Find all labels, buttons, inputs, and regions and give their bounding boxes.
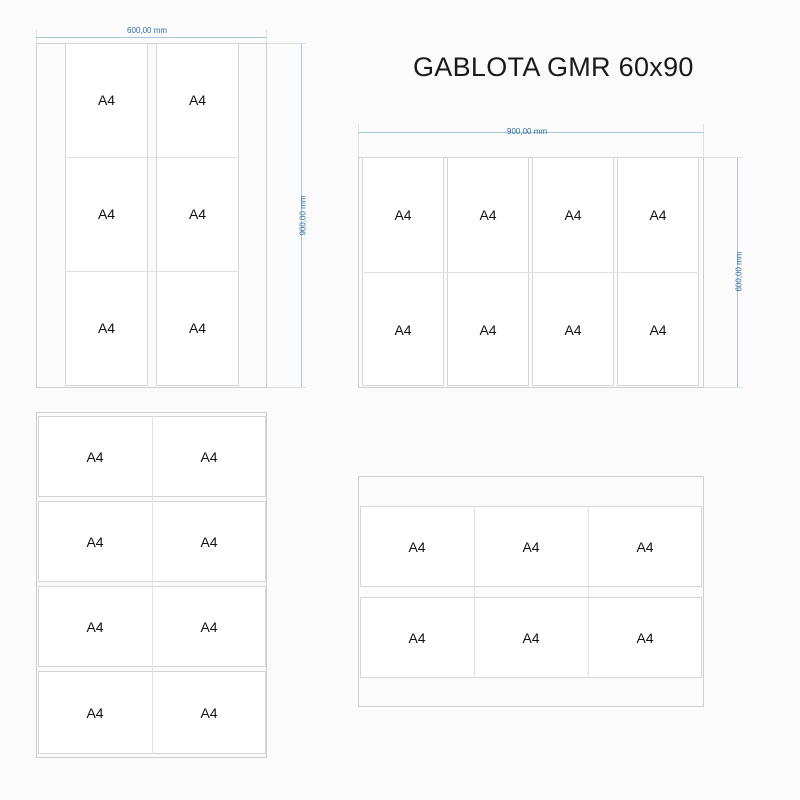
- a4-sheet-label: A4: [188, 320, 207, 336]
- a4-sheet-label: A4: [97, 320, 116, 336]
- a4-sheet-label: A4: [200, 448, 218, 465]
- dimension-tick: [703, 157, 743, 158]
- dimension-tick: [266, 43, 306, 44]
- dimension-height-label: 600,00 mm: [734, 251, 744, 292]
- dimension-width-label: 600,00 mm: [127, 26, 168, 35]
- a4-sheet-label: A4: [564, 321, 582, 338]
- a4-sheet-label: A4: [408, 629, 426, 646]
- a4-sheet-label: A4: [649, 321, 667, 338]
- a4-sheet-label: A4: [649, 206, 667, 223]
- a4-sheet-label: A4: [522, 629, 540, 646]
- a4-sheet-label: A4: [479, 321, 497, 338]
- a4-sheet-label: A4: [200, 533, 218, 550]
- dimension-tick: [703, 124, 704, 157]
- a4-sheet-label: A4: [97, 206, 116, 222]
- dimension-tick: [266, 387, 306, 388]
- a4-sheet-label: A4: [86, 704, 104, 721]
- a4-sheet-label: A4: [479, 206, 497, 223]
- a4-sheet-label: A4: [394, 321, 412, 338]
- a4-sheet-label: A4: [86, 618, 104, 635]
- a4-sheet-label: A4: [86, 448, 104, 465]
- a4-sheet-label: A4: [86, 533, 104, 550]
- dimension-tick: [703, 387, 743, 388]
- a4-sheet-label: A4: [564, 206, 582, 223]
- a4-sheet-label: A4: [188, 92, 207, 108]
- dimension-tick: [358, 124, 359, 157]
- a4-sheet-label: A4: [636, 629, 654, 646]
- a4-sheet-label: A4: [394, 206, 412, 223]
- dimension-line-width: [36, 37, 267, 38]
- dimension-width-label: 900,00 mm: [507, 127, 548, 136]
- a4-sheet-label: A4: [200, 704, 218, 721]
- diagram-title: GABLOTA GMR 60x90: [413, 52, 694, 82]
- a4-sheet-label: A4: [522, 538, 540, 555]
- a4-sheet-label: A4: [200, 618, 218, 635]
- a4-sheet-label: A4: [636, 538, 654, 555]
- dimension-height-label: 900,00 mm: [298, 195, 308, 236]
- a4-sheet-label: A4: [408, 538, 426, 555]
- a4-sheet-label: A4: [188, 206, 207, 222]
- a4-sheet-label: A4: [97, 92, 116, 108]
